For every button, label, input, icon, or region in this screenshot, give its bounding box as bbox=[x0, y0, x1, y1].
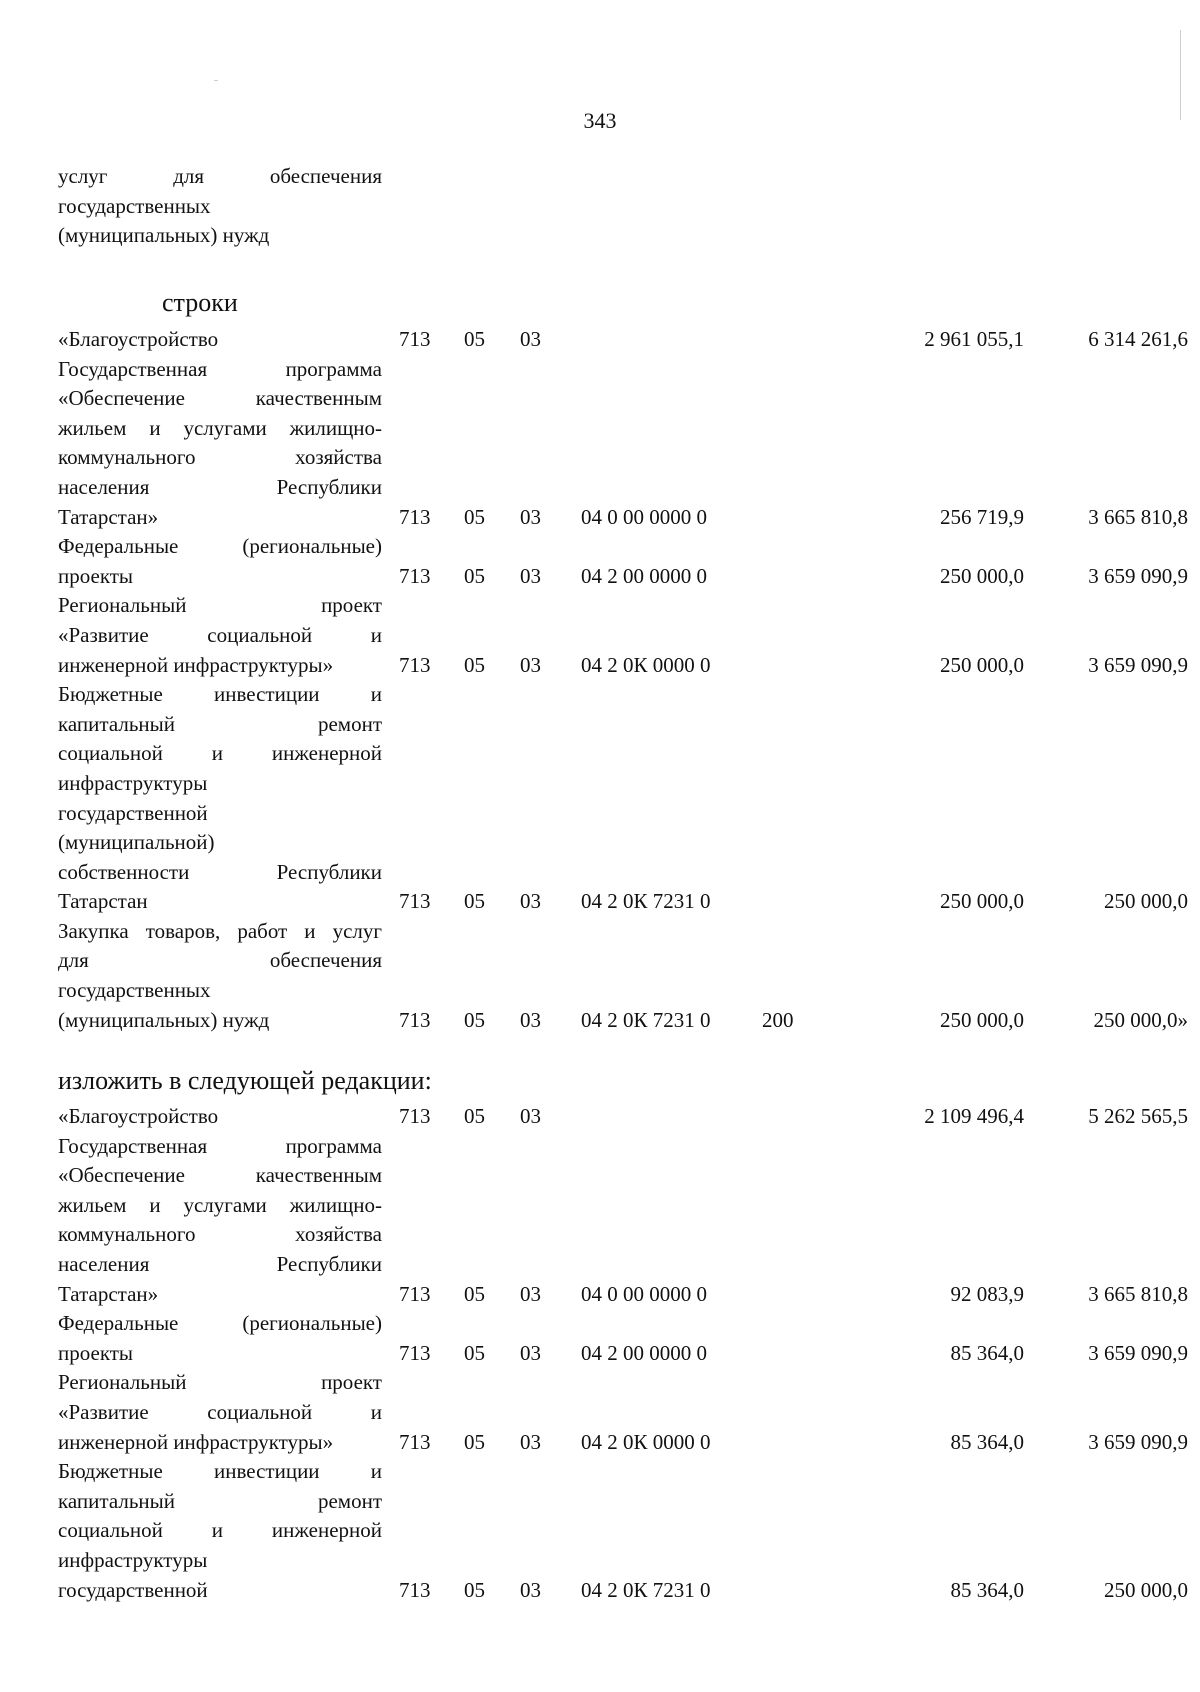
heading-izlozhit: изложить в следующей редакции: bbox=[58, 1066, 432, 1095]
section-code: 05 bbox=[464, 1577, 485, 1602]
subsection-code: 03 bbox=[520, 1340, 541, 1365]
amount-year-1: 85 364,0 bbox=[950, 1429, 1024, 1454]
ved-code: 713 bbox=[399, 1577, 431, 1602]
expense-type-code: 200 bbox=[762, 1007, 794, 1032]
row-description: Региональный проект bbox=[58, 593, 382, 618]
fragment-text: государственных bbox=[58, 193, 211, 218]
amount-year-1: 256 719,9 bbox=[940, 504, 1024, 529]
row-description: Татарстан» bbox=[58, 1281, 159, 1306]
row-description: капитальный ремонт bbox=[58, 711, 382, 736]
table-row-line bbox=[58, 1309, 1148, 1339]
ved-code: 713 bbox=[399, 889, 431, 914]
page-number: 343 bbox=[583, 108, 617, 133]
table-row-line bbox=[58, 1546, 1148, 1576]
amount-year-2: 6 314 261,6 bbox=[1088, 327, 1188, 351]
table-row-line bbox=[58, 1576, 1188, 1606]
subsection-code: 03 bbox=[520, 1007, 541, 1032]
row-description: жильем и услугами жилищно- bbox=[58, 1192, 382, 1217]
row-description: (муниципальной) bbox=[58, 830, 215, 855]
row-description: государственной bbox=[58, 800, 208, 825]
ved-code: 713 bbox=[399, 504, 431, 529]
row-description: Татарстан bbox=[58, 889, 148, 914]
row-description: коммунального хозяйства bbox=[58, 445, 382, 470]
ved-code: 713 bbox=[399, 1104, 431, 1128]
target-article-code: 04 2 0К 0000 0 bbox=[581, 1429, 711, 1454]
ved-code: 713 bbox=[399, 563, 431, 588]
row-description: проекты bbox=[58, 563, 134, 588]
row-description: собственности Республики bbox=[58, 859, 382, 884]
amount-year-2: 3 665 810,8 bbox=[1088, 504, 1188, 529]
fragment-line bbox=[58, 162, 1148, 192]
row-description: для обеспечения bbox=[58, 948, 382, 973]
row-description: Государственная программа bbox=[58, 356, 382, 381]
section-code: 05 bbox=[464, 1429, 485, 1454]
table-row-line bbox=[58, 414, 1148, 444]
amount-year-2: 3 659 090,9 bbox=[1088, 563, 1188, 588]
table-row-line bbox=[58, 1161, 1148, 1191]
amount-year-2: 250 000,0» bbox=[1093, 1007, 1188, 1032]
row-description: капитальный ремонт bbox=[58, 1488, 382, 1513]
table-row-line bbox=[58, 1516, 1148, 1546]
row-description: инфраструктуры bbox=[58, 1547, 208, 1572]
fragment-text: (муниципальных) нужд bbox=[58, 223, 270, 248]
table-row-line bbox=[58, 384, 1148, 414]
ved-code: 713 bbox=[399, 652, 431, 677]
table-row-line bbox=[58, 710, 1148, 740]
section-code: 05 bbox=[464, 327, 485, 351]
row-description: государственной bbox=[58, 1577, 208, 1602]
table-row-line bbox=[58, 1191, 1148, 1221]
row-description: проекты bbox=[58, 1340, 134, 1365]
section-code: 05 bbox=[464, 1281, 485, 1306]
row-description: (муниципальных) нужд bbox=[58, 1007, 270, 1032]
old-rows-table bbox=[58, 325, 1188, 1035]
table-row-line bbox=[58, 325, 1188, 355]
amount-year-2: 3 659 090,9 bbox=[1088, 652, 1188, 677]
table-row-line bbox=[58, 1006, 1188, 1036]
row-description: Федеральные (региональные) bbox=[58, 1311, 382, 1336]
row-description: социальной и инженерной bbox=[58, 1518, 382, 1543]
fragment-line bbox=[58, 221, 1148, 251]
table-row-line bbox=[58, 621, 1148, 651]
table-row-line bbox=[58, 651, 1188, 681]
table-row-line bbox=[58, 858, 1148, 888]
table-row-line bbox=[58, 799, 1148, 829]
table-row-line bbox=[58, 1280, 1188, 1310]
amount-year-1: 250 000,0 bbox=[940, 652, 1024, 677]
subsection-code: 03 bbox=[520, 1104, 541, 1128]
row-description: государственных bbox=[58, 978, 211, 1003]
target-article-code: 04 2 00 0000 0 bbox=[581, 1340, 707, 1365]
fragment-text: услуг для обеспечения bbox=[58, 164, 382, 188]
table-row-line bbox=[58, 1220, 1148, 1250]
table-row-line bbox=[58, 355, 1148, 385]
amount-year-2: 3 659 090,9 bbox=[1088, 1340, 1188, 1365]
row-description: Закупка товаров, работ и услуг bbox=[58, 918, 382, 943]
table-row-line bbox=[58, 828, 1148, 858]
table-row-line bbox=[58, 532, 1148, 562]
table-row-line bbox=[58, 917, 1148, 947]
row-description: населения Республики bbox=[58, 1251, 382, 1276]
section-code: 05 bbox=[464, 889, 485, 914]
amount-year-1: 2 961 055,1 bbox=[924, 327, 1024, 351]
row-description: инженерной инфраструктуры» bbox=[58, 1429, 334, 1454]
row-description: жильем и услугами жилищно- bbox=[58, 415, 382, 440]
fragment-line bbox=[58, 192, 1148, 222]
table-row-line bbox=[58, 443, 1148, 473]
amount-year-2: 3 665 810,8 bbox=[1088, 1281, 1188, 1306]
table-row-line bbox=[58, 976, 1148, 1006]
amount-year-1: 2 109 496,4 bbox=[924, 1104, 1024, 1128]
section-code: 05 bbox=[464, 1007, 485, 1032]
row-description: Государственная программа bbox=[58, 1133, 382, 1158]
row-description: «Развитие социальной и bbox=[58, 622, 382, 647]
subsection-code: 03 bbox=[520, 1429, 541, 1454]
row-description: инженерной инфраструктуры» bbox=[58, 652, 334, 677]
subsection-code: 03 bbox=[520, 1281, 541, 1306]
amount-year-2: 5 262 565,5 bbox=[1088, 1104, 1188, 1128]
ved-code: 713 bbox=[399, 327, 431, 351]
table-row-line bbox=[58, 1487, 1148, 1517]
ved-code: 713 bbox=[399, 1429, 431, 1454]
table-row-line bbox=[58, 887, 1188, 917]
row-description: социальной и инженерной bbox=[58, 741, 382, 766]
row-description: «Обеспечение качественным bbox=[58, 1163, 382, 1188]
subsection-code: 03 bbox=[520, 889, 541, 914]
target-article-code: 04 2 0К 0000 0 bbox=[581, 652, 711, 677]
target-article-code: 04 0 00 0000 0 bbox=[581, 504, 707, 529]
row-description: Бюджетные инвестиции и bbox=[58, 1459, 382, 1484]
section-code: 05 bbox=[464, 1340, 485, 1365]
table-row-line bbox=[58, 1102, 1188, 1132]
scan-mark bbox=[214, 80, 218, 81]
table-row-line bbox=[58, 769, 1148, 799]
amount-year-1: 250 000,0 bbox=[940, 889, 1024, 914]
row-description: Татарстан» bbox=[58, 504, 159, 529]
target-article-code: 04 2 0К 7231 0 bbox=[581, 889, 711, 914]
new-rows-table bbox=[58, 1102, 1188, 1605]
section-code: 05 bbox=[464, 563, 485, 588]
table-row-line bbox=[58, 562, 1188, 592]
amount-year-1: 85 364,0 bbox=[950, 1340, 1024, 1365]
row-description: «Развитие социальной и bbox=[58, 1399, 382, 1424]
table-row-line bbox=[58, 1250, 1148, 1280]
amount-year-1: 85 364,0 bbox=[950, 1577, 1024, 1602]
amount-year-1: 92 083,9 bbox=[950, 1281, 1024, 1306]
row-description: «Благоустройство bbox=[58, 1104, 219, 1128]
table-row-line bbox=[58, 1457, 1148, 1487]
amount-year-2: 250 000,0 bbox=[1104, 1577, 1188, 1602]
table-row-line bbox=[58, 503, 1188, 533]
row-description: Федеральные (региональные) bbox=[58, 534, 382, 559]
row-description: населения Республики bbox=[58, 474, 382, 499]
target-article-code: 04 2 0К 7231 0 bbox=[581, 1007, 711, 1032]
row-description: «Благоустройство bbox=[58, 327, 219, 351]
ved-code: 713 bbox=[399, 1281, 431, 1306]
amount-year-1: 250 000,0 bbox=[940, 1007, 1024, 1032]
table-row-line bbox=[58, 1398, 1148, 1428]
row-description: коммунального хозяйства bbox=[58, 1222, 382, 1247]
section-code: 05 bbox=[464, 652, 485, 677]
section-code: 05 bbox=[464, 1104, 485, 1128]
table-row-line bbox=[58, 473, 1148, 503]
table-row-line bbox=[58, 739, 1148, 769]
row-description: инфраструктуры bbox=[58, 770, 208, 795]
subsection-code: 03 bbox=[520, 563, 541, 588]
scan-mark bbox=[1180, 30, 1181, 120]
target-article-code: 04 2 00 0000 0 bbox=[581, 563, 707, 588]
subsection-code: 03 bbox=[520, 504, 541, 529]
subsection-code: 03 bbox=[520, 1577, 541, 1602]
table-row-line bbox=[58, 946, 1148, 976]
section-code: 05 bbox=[464, 504, 485, 529]
ved-code: 713 bbox=[399, 1340, 431, 1365]
subsection-code: 03 bbox=[520, 652, 541, 677]
amount-year-2: 250 000,0 bbox=[1104, 889, 1188, 914]
row-description: Региональный проект bbox=[58, 1370, 382, 1395]
row-description: «Обеспечение качественным bbox=[58, 386, 382, 411]
table-row-line bbox=[58, 1339, 1188, 1369]
table-row-line bbox=[58, 591, 1148, 621]
subsection-code: 03 bbox=[520, 327, 541, 351]
ved-code: 713 bbox=[399, 1007, 431, 1032]
target-article-code: 04 2 0К 7231 0 bbox=[581, 1577, 711, 1602]
table-row-line bbox=[58, 1132, 1148, 1162]
amount-year-2: 3 659 090,9 bbox=[1088, 1429, 1188, 1454]
heading-stroki: строки bbox=[162, 288, 238, 317]
amount-year-1: 250 000,0 bbox=[940, 563, 1024, 588]
target-article-code: 04 0 00 0000 0 bbox=[581, 1281, 707, 1306]
top-fragment bbox=[58, 162, 1148, 251]
table-row-line bbox=[58, 680, 1148, 710]
table-row-line bbox=[58, 1428, 1188, 1458]
row-description: Бюджетные инвестиции и bbox=[58, 682, 382, 707]
table-row-line bbox=[58, 1368, 1148, 1398]
